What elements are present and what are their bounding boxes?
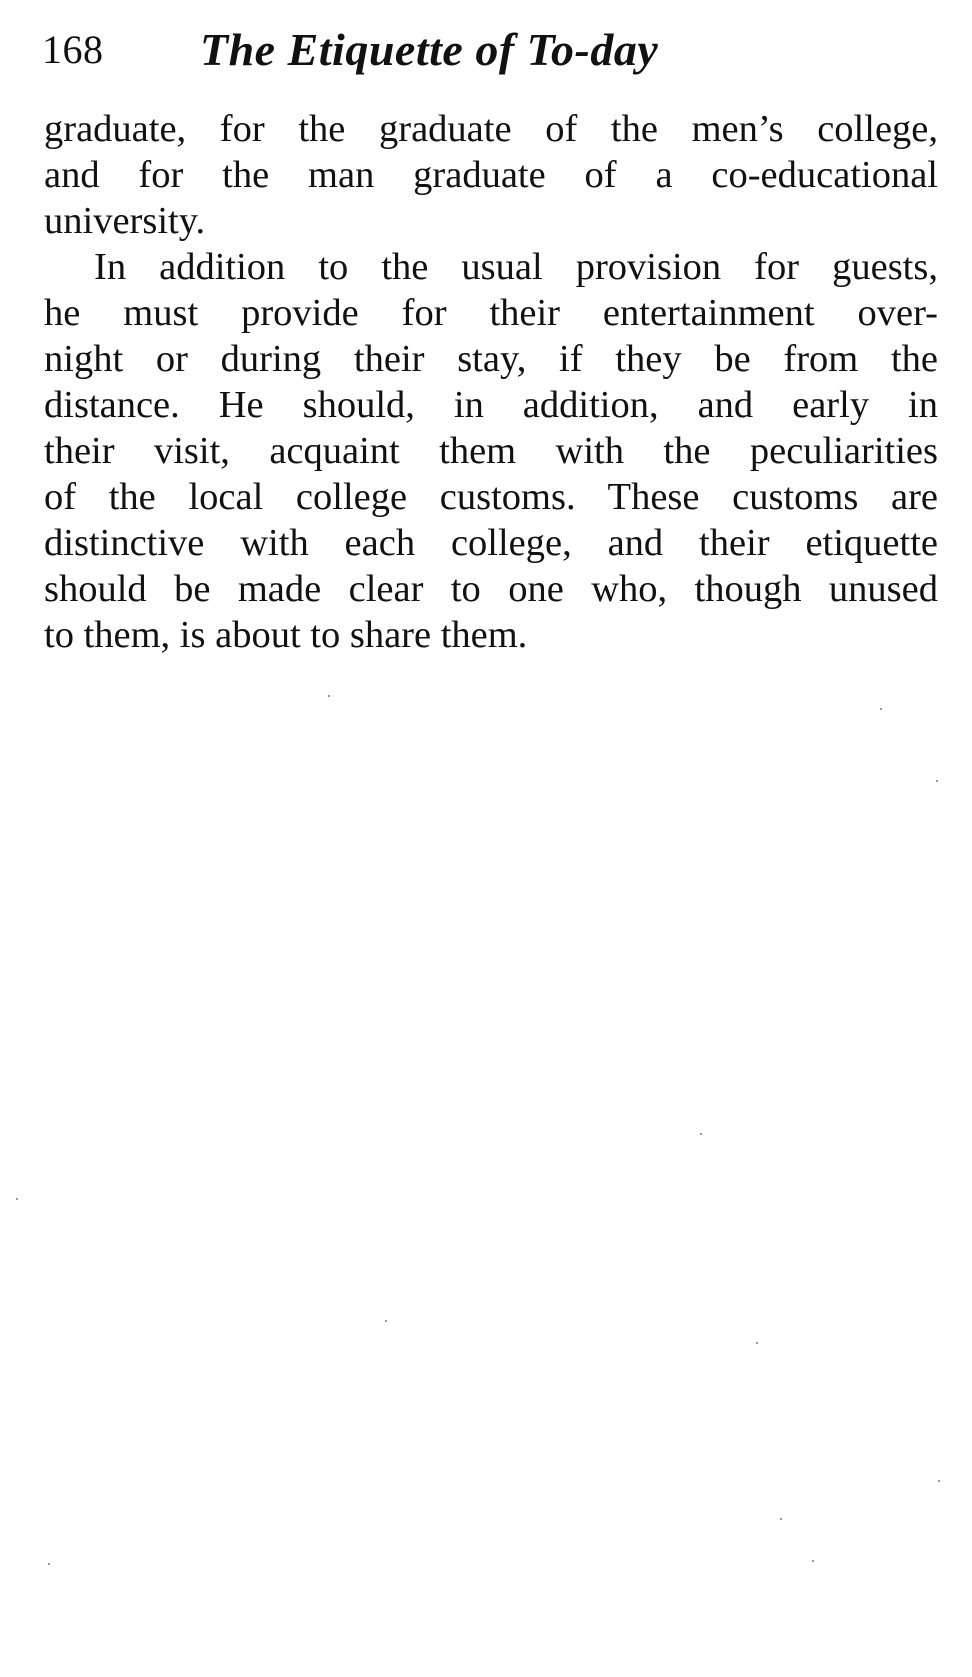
paper-speck: [880, 708, 882, 710]
paper-speck: [938, 1480, 940, 1482]
page-header: [42, 22, 932, 82]
page-number: 168: [42, 27, 104, 72]
text-line: of the local college customs. These customs are: [44, 476, 938, 518]
text-line: he must provide for their entertainment over-: [44, 292, 938, 334]
paper-speck: [812, 1560, 814, 1562]
paper-speck: [936, 780, 938, 782]
text-line: night or during their stay, if they be from the: [44, 338, 938, 380]
paper-speck: [780, 1518, 782, 1520]
paper-speck: [385, 1320, 387, 1322]
text-line: their visit, acquaint them with the peculiarities: [44, 430, 938, 472]
paper-speck: [756, 1342, 758, 1344]
text-line: and for the man graduate of a co-educational: [44, 154, 938, 196]
body-text: [44, 106, 938, 658]
text-line: graduate, for the graduate of the men’s college,: [44, 108, 938, 150]
paper-speck: [48, 1563, 50, 1565]
paper-speck: [328, 695, 330, 697]
text-line: In addition to the usual provision for guests,: [94, 246, 938, 288]
text-line: distance. He should, in addition, and early in: [44, 384, 938, 426]
paper-speck: [700, 1133, 702, 1135]
running-title: The Etiquette of To-day: [200, 24, 659, 75]
text-line: university.: [44, 200, 206, 242]
text-line: should be made clear to one who, though unused: [44, 568, 938, 610]
text-line: distinctive with each college, and their etiquette: [44, 522, 938, 564]
paper-speck: [16, 1198, 18, 1200]
text-line: to them, is about to share them.: [44, 614, 528, 656]
